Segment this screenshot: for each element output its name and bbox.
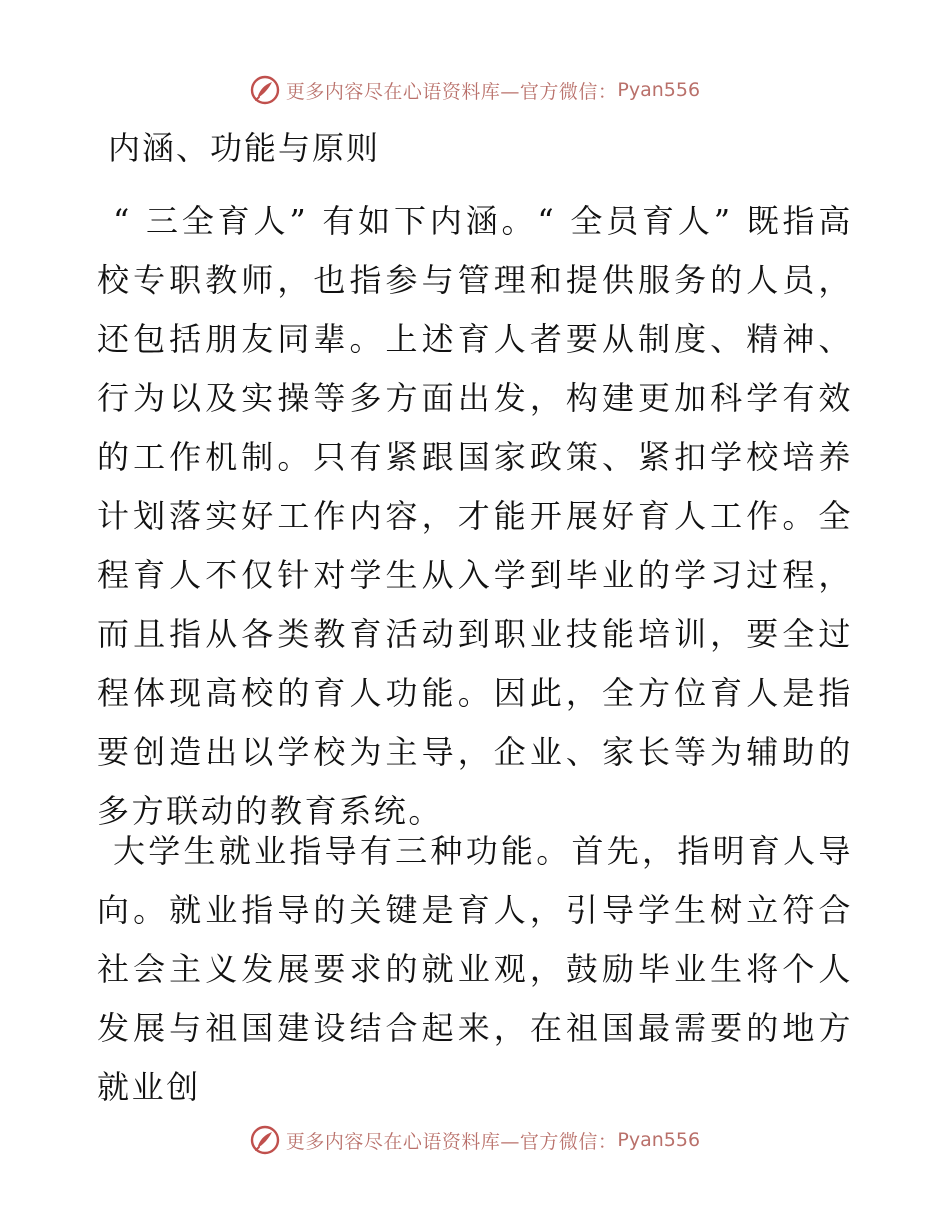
pen-nib-logo-icon [250,1125,280,1155]
section-heading: 内涵、功能与原则 [108,129,381,167]
footer-watermark-brand: Pyan556 [617,1129,701,1151]
header-watermark [0,70,950,110]
header-watermark-brand: Pyan556 [617,79,701,101]
header-watermark-text: 更多内容尽在心语资料库—官方微信： [285,80,618,103]
footer-watermark [0,1120,950,1160]
pen-nib-logo-icon [250,75,280,105]
paragraph-1: “ 三全育人” 有如下内涵。“ 全员育人” 既指高校专职教师，也指参与管理和提供服务的人员，还包括朋友同辈。上述育人者要从制度、精神、行为以及实操等多方面出发，构建更加科学有效的工作机制。只有紧跟国家政策、紧扣学校培养计划落实好工作内容，才能开展好育人工作。全程育人不仅针对学生从入学到毕业的学习过程，而且指从各类教育活动到职业技能培训，要全过程体现高校的育人功能。因此，全方位育人是指要创造出以学校为主导，企业、家长等为辅助的多方联动的教育系统。 [97,202,853,830]
paragraph-2: 大学生就业指导有三种功能。首先，指明育人导向。就业指导的关键是育人，引导学生树立符合社会主义发展要求的就业观，鼓励毕业生将个人发展与祖国建设结合起来，在祖国最需要的地方就业创 [97,832,853,1106]
footer-watermark-text: 更多内容尽在心语资料库—官方微信： [285,1130,618,1153]
